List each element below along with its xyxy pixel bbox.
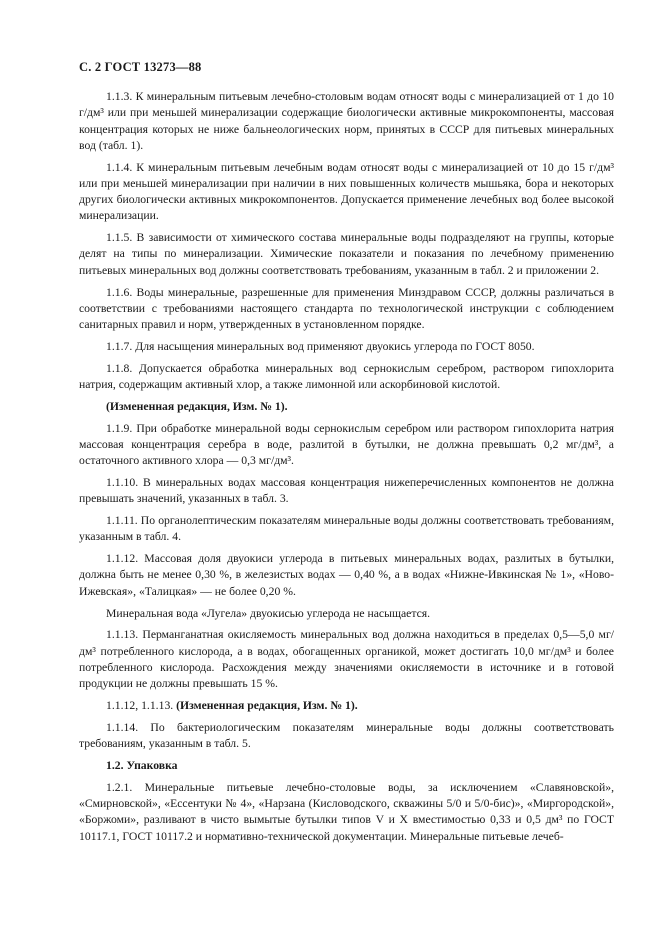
paragraph-1-1-14: 1.1.14. По бактериологическим показателям минеральные воды должны соответствовать требованиям, указанным в табл. 5. (79, 720, 614, 751)
paragraph-1-1-6: 1.1.6. Воды минеральные, разрешенные для применения Минздравом СССР, должны различаться в соответствии с требованиями настоящего стандарта по технологической инструкции с соблюдением санитарных правил и норм, утвержденных в установленном порядке. (79, 285, 614, 332)
paragraph-lugela: Минеральная вода «Лугела» двуокисью углерода не насыщается. (106, 606, 431, 620)
paragraph-1-1-5: 1.1.5. В зависимости от химического состава минеральные воды подразделяют на группы, которые делят на типы по минерализации. Химические показатели и показания по лечебному применению питьевых минеральных вод должны соответствовать требованиям, указанным в табл. 2 и приложении 2. (79, 231, 614, 277)
edit-note-1: (Измененная редакция, Изм. № 1). (106, 399, 288, 413)
document-body (79, 89, 614, 850)
paragraph-1-1-7: 1.1.7. Для насыщения минеральных вод применяют двуокись углерода по ГОСТ 8050. (106, 339, 535, 353)
paragraph-1-1-11: 1.1.11. По органолептическим показателям минеральные воды должны соответствовать требованиям, указанным в табл. 4. (79, 514, 614, 544)
paragraph-1-1-3: 1.1.3. К минеральным питьевым лечебно-столовым водам относят воды с минерализацией от 1 до 10 г/дм³ или при меньшей минерализации содержащие биологически активные микрокомпоненты, массовая концентрация которых не ниже бальнеологических норм, принятых в СССР для питьевых минеральных вод (табл. 1). (79, 90, 614, 152)
section-title-packaging: 1.2. Упаковка (106, 758, 178, 772)
paragraph-1-1-9: 1.1.9. При обработке минеральной воды сернокислым серебром или раствором гипохлорита натрия массовая концентрация серебра в воде, разлитой в бутылки, не должна превышать 0,2 мг/дм³, а остаточного активного хлора — 0,3 мг/дм³. (79, 421, 614, 468)
paragraph-1-1-10: 1.1.10. В минеральных водах массовая концентрация нижеперечисленных компонентов не должна превышать значений, указанных в табл. 3. (79, 476, 614, 506)
paragraph-1-1-8: 1.1.8. Допускается обработка минеральных вод сернокислым серебром, раствором гипохлорита натрия, содержащим активный хлор, а также лимонной или аскорбиновой кислотой. (79, 361, 614, 391)
paragraph-1-1-4: 1.1.4. К минеральным питьевым лечебным водам относят воды с минерализацией от 10 до 15 г/дм³ или при меньшей минерализации при наличии в них повышенных количеств мышьяка, бора и некоторых других биологически активных микрокомпонентов. Допускается применение лечебных вод более высокой минерализации. (79, 160, 614, 223)
paragraph-1-1-13: 1.1.13. Перманганатная окисляемость минеральных вод должна находиться в пределах 0,5—5,0 мг/дм³ потребленного кислорода, а в водах, обогащенных органикой, может достигать 10,0 мг/дм³ и более потребленного кислорода. Расхождения между значениями окисляемости в источнике и в готовой продукции не должны превышать 15 %. (79, 628, 614, 691)
edit-note-2-text: (Измененная редакция, Изм. № 1). (176, 698, 358, 712)
paragraph-1-1-12: 1.1.12. Массовая доля двуокиси углерода в питьевых минеральных водах, разлитых в бутылки, должна быть не менее 0,30 %, в железистых водах — 0,40 %, а в водах «Нижне-Ивкинская № 1», «Ново-Ижевская», «Талицкая» — не более 0,20 %. (79, 552, 614, 598)
edit-note-2 (79, 698, 614, 714)
page-header: С. 2 ГОСТ 13273—88 (79, 60, 202, 74)
edit-note-2-prefix: 1.1.12, 1.1.13. (106, 698, 177, 712)
paragraph-1-2-1: 1.2.1. Минеральные питьевые лечебно-столовые воды, за исключением «Славяновской», «Смирновской», «Ессентуки № 4», «Нарзана (Кисловодского, скважины 5/0 и 5/0-бис)», «Миргородской», «Боржоми», разливают в чисто вымытые бутылки типов V и X вместимостью 0,33 и 0,5 дм³ по ГОСТ 10117.1, ГОСТ 10117.2 и нормативно-технической документации. Минеральные питьевые лечеб- (79, 780, 614, 843)
